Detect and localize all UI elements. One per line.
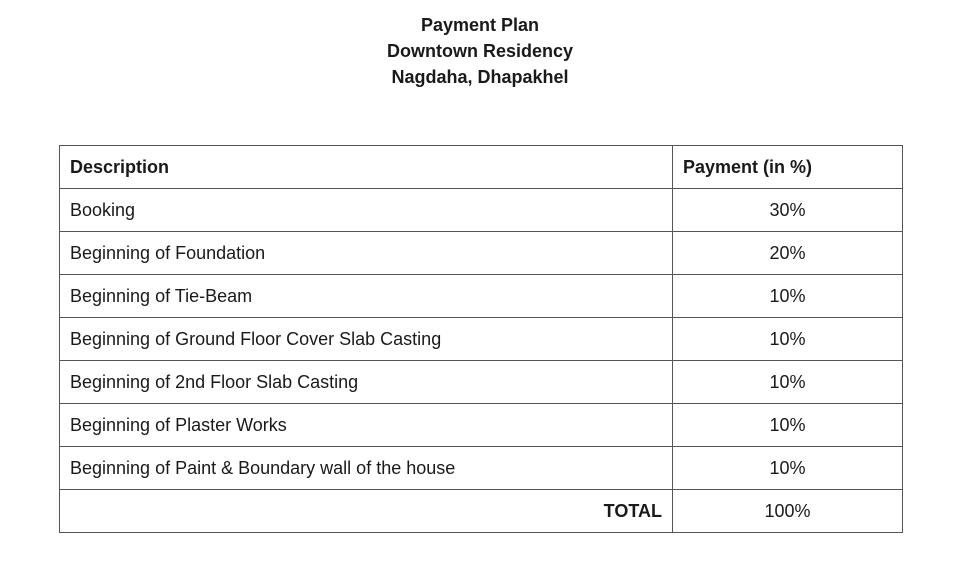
location: Nagdaha, Dhapakhel	[391, 67, 569, 87]
table-row	[60, 232, 903, 275]
row-payment: 10%	[673, 275, 903, 318]
row-payment: 10%	[673, 404, 903, 447]
row-payment: 30%	[673, 189, 903, 232]
column-header-description: Description	[60, 146, 673, 189]
row-description: Beginning of Tie-Beam	[60, 275, 673, 318]
row-description: Beginning of Paint & Boundary wall of the house	[60, 447, 673, 490]
title: Payment Plan	[420, 15, 540, 35]
project-name: Downtown Residency	[386, 41, 574, 61]
table-header-row	[60, 146, 903, 189]
row-payment: 10%	[673, 318, 903, 361]
row-payment: 10%	[673, 447, 903, 490]
row-description: Beginning of Plaster Works	[60, 404, 673, 447]
row-description: Beginning of Ground Floor Cover Slab Casting	[60, 318, 673, 361]
column-header-payment: Payment (in %)	[673, 146, 903, 189]
table-row	[60, 361, 903, 404]
total-value: 100%	[673, 490, 903, 533]
table-row	[60, 318, 903, 361]
total-label: TOTAL	[60, 490, 673, 533]
row-description: Beginning of Foundation	[60, 232, 673, 275]
row-description: Beginning of 2nd Floor Slab Casting	[60, 361, 673, 404]
total-row	[60, 490, 903, 533]
row-description: Booking	[60, 189, 673, 232]
row-payment: 20%	[673, 232, 903, 275]
table-row	[60, 189, 903, 232]
table-row	[60, 447, 903, 490]
table-row	[60, 404, 903, 447]
row-payment: 10%	[673, 361, 903, 404]
payment-plan-table	[59, 145, 903, 533]
table-row	[60, 275, 903, 318]
document-heading	[0, 12, 960, 90]
